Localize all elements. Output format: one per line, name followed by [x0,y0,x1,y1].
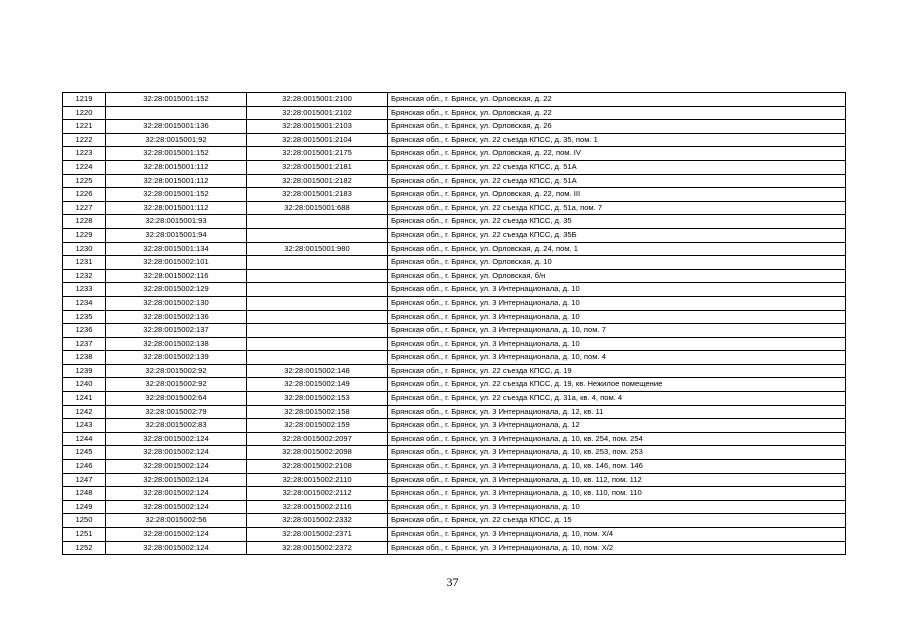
parcel-number-cell: 32:28:0015001:152 [106,147,247,161]
row-number-cell: 1249 [63,500,106,514]
cadastral-table [62,92,846,555]
object-number-cell [247,256,388,270]
object-number-cell: 32:28:0015001:2104 [247,133,388,147]
row-number-cell: 1221 [63,120,106,134]
row-number-cell: 1252 [63,541,106,555]
parcel-number-cell: 32:28:0015002:92 [106,378,247,392]
parcel-number-cell: 32:28:0015002:124 [106,541,247,555]
parcel-number-cell: 32:28:0015002:83 [106,419,247,433]
table-row [63,446,846,460]
address-cell: Брянская обл., г. Брянск, ул. 3 Интернационала, д. 10 [388,500,846,514]
parcel-number-cell: 32:28:0015002:101 [106,256,247,270]
parcel-number-cell: 32:28:0015002:56 [106,514,247,528]
parcel-number-cell: 32:28:0015002:124 [106,528,247,542]
parcel-number-cell: 32:28:0015001:93 [106,215,247,229]
row-number-cell: 1242 [63,405,106,419]
object-number-cell [247,228,388,242]
address-cell: Брянская обл., г. Брянск, ул. 3 Интернационала, д. 10, кв. 110, пом. 110 [388,487,846,501]
object-number-cell: 32:28:0015001:2182 [247,174,388,188]
row-number-cell: 1223 [63,147,106,161]
table-row [63,269,846,283]
address-cell: Брянская обл., г. Брянск, ул. 22 съезда КПСС, д. 19 [388,364,846,378]
address-cell: Брянская обл., г. Брянск, ул. 22 съезда КПСС, д. 51а, пом. 7 [388,201,846,215]
row-number-cell: 1225 [63,174,106,188]
object-number-cell: 32:28:0015002:2110 [247,473,388,487]
parcel-number-cell: 32:28:0015001:134 [106,242,247,256]
table-row [63,93,846,107]
parcel-number-cell: 32:28:0015002:136 [106,310,247,324]
row-number-cell: 1247 [63,473,106,487]
address-cell: Брянская обл., г. Брянск, ул. 3 Интернационала, д. 10 [388,296,846,310]
object-number-cell: 32:28:0015001:2102 [247,106,388,120]
object-number-cell [247,337,388,351]
object-number-cell: 32:28:0015002:2371 [247,528,388,542]
object-number-cell: 32:28:0015002:2108 [247,460,388,474]
address-cell: Брянская обл., г. Брянск, ул. 22 съезда КПСС, д. 35Б [388,228,846,242]
object-number-cell: 32:28:0015001:2100 [247,93,388,107]
row-number-cell: 1237 [63,337,106,351]
address-cell: Брянская обл., г. Брянск, ул. Орловская, б/н [388,269,846,283]
table-row [63,378,846,392]
parcel-number-cell: 32:28:0015002:139 [106,351,247,365]
table-row [63,324,846,338]
parcel-number-cell: 32:28:0015001:152 [106,93,247,107]
table-row [63,160,846,174]
parcel-number-cell: 32:28:0015002:79 [106,405,247,419]
row-number-cell: 1245 [63,446,106,460]
row-number-cell: 1222 [63,133,106,147]
object-number-cell: 32:28:0015001:2183 [247,188,388,202]
parcel-number-cell: 32:28:0015001:94 [106,228,247,242]
row-number-cell: 1240 [63,378,106,392]
address-cell: Брянская обл., г. Брянск, ул. 3 Интернационала, д. 10 [388,283,846,297]
address-cell: Брянская обл., г. Брянск, ул. 3 Интернационала, д. 12 [388,419,846,433]
parcel-number-cell: 32:28:0015002:124 [106,500,247,514]
parcel-number-cell: 32:28:0015002:92 [106,364,247,378]
parcel-number-cell: 32:28:0015001:112 [106,201,247,215]
row-number-cell: 1227 [63,201,106,215]
address-cell: Брянская обл., г. Брянск, ул. 3 Интернационала, д. 10, пом. 7 [388,324,846,338]
row-number-cell: 1251 [63,528,106,542]
table-row [63,500,846,514]
parcel-number-cell: 32:28:0015001:152 [106,188,247,202]
object-number-cell: 32:28:0015001:688 [247,201,388,215]
parcel-number-cell: 32:28:0015002:138 [106,337,247,351]
address-cell: Брянская обл., г. Брянск, ул. Орловская, д. 26 [388,120,846,134]
address-cell: Брянская обл., г. Брянск, ул. Орловская, д. 22 [388,106,846,120]
row-number-cell: 1250 [63,514,106,528]
address-cell: Брянская обл., г. Брянск, ул. 3 Интернационала, д. 10, пом. X/4 [388,528,846,542]
table-row [63,242,846,256]
address-cell: Брянская обл., г. Брянск, ул. 3 Интернационала, д. 10 [388,310,846,324]
row-number-cell: 1248 [63,487,106,501]
table-row [63,256,846,270]
row-number-cell: 1226 [63,188,106,202]
row-number-cell: 1230 [63,242,106,256]
row-number-cell: 1246 [63,460,106,474]
object-number-cell: 32:28:0015002:2098 [247,446,388,460]
row-number-cell: 1231 [63,256,106,270]
address-cell: Брянская обл., г. Брянск, ул. 22 съезда КПСС, д. 51А [388,174,846,188]
row-number-cell: 1234 [63,296,106,310]
table-row [63,174,846,188]
address-cell: Брянская обл., г. Брянск, ул. 3 Интернационала, д. 10, кв. 254, пом. 254 [388,432,846,446]
object-number-cell: 32:28:0015002:2097 [247,432,388,446]
object-number-cell [247,310,388,324]
parcel-number-cell: 32:28:0015002:124 [106,432,247,446]
table-row [63,405,846,419]
row-number-cell: 1238 [63,351,106,365]
table-body [63,93,846,555]
parcel-number-cell: 32:28:0015001:112 [106,174,247,188]
table-row [63,337,846,351]
row-number-cell: 1220 [63,106,106,120]
address-cell: Брянская обл., г. Брянск, ул. 22 съезда КПСС, д. 35 [388,215,846,229]
object-number-cell [247,296,388,310]
table-row [63,106,846,120]
table-row [63,133,846,147]
row-number-cell: 1236 [63,324,106,338]
address-cell: Брянская обл., г. Брянск, ул. 3 Интернационала, д. 10, кв. 112, пом. 112 [388,473,846,487]
table-row [63,473,846,487]
row-number-cell: 1224 [63,160,106,174]
address-cell: Брянская обл., г. Брянск, ул. Орловская, д. 22, пом. III [388,188,846,202]
table-row [63,514,846,528]
parcel-number-cell: 32:28:0015002:129 [106,283,247,297]
table-row [63,188,846,202]
row-number-cell: 1235 [63,310,106,324]
object-number-cell: 32:28:0015002:2116 [247,500,388,514]
table-row [63,296,846,310]
object-number-cell: 32:28:0015002:2332 [247,514,388,528]
address-cell: Брянская обл., г. Брянск, ул. Орловская, д. 10 [388,256,846,270]
row-number-cell: 1232 [63,269,106,283]
table-row [63,432,846,446]
row-number-cell: 1233 [63,283,106,297]
parcel-number-cell: 32:28:0015002:116 [106,269,247,283]
address-cell: Брянская обл., г. Брянск, ул. 22 съезда КПСС, д. 19, кв. Нежилое помещение [388,378,846,392]
object-number-cell: 32:28:0015002:149 [247,378,388,392]
parcel-number-cell: 32:28:0015002:64 [106,392,247,406]
table-row [63,215,846,229]
row-number-cell: 1244 [63,432,106,446]
table-row [63,147,846,161]
table-row [63,351,846,365]
object-number-cell: 32:28:0015001:980 [247,242,388,256]
object-number-cell: 32:28:0015002:2372 [247,541,388,555]
row-number-cell: 1228 [63,215,106,229]
object-number-cell [247,283,388,297]
table-row [63,392,846,406]
address-cell: Брянская обл., г. Брянск, ул. 22 съезда КПСС, д. 15 [388,514,846,528]
object-number-cell [247,269,388,283]
object-number-cell: 32:28:0015002:2112 [247,487,388,501]
parcel-number-cell: 32:28:0015002:137 [106,324,247,338]
table-row [63,487,846,501]
table-row [63,201,846,215]
row-number-cell: 1243 [63,419,106,433]
table-row [63,120,846,134]
address-cell: Брянская обл., г. Брянск, ул. 3 Интернационала, д. 10, пом. 4 [388,351,846,365]
table-row [63,310,846,324]
parcel-number-cell: 32:28:0015002:124 [106,460,247,474]
table-row [63,228,846,242]
address-cell: Брянская обл., г. Брянск, ул. Орловская, д. 22 [388,93,846,107]
object-number-cell: 32:28:0015002:159 [247,419,388,433]
address-cell: Брянская обл., г. Брянск, ул. Орловская, д. 22, пом. IV [388,147,846,161]
row-number-cell: 1219 [63,93,106,107]
object-number-cell: 32:28:0015001:2175 [247,147,388,161]
address-cell: Брянская обл., г. Брянск, ул. 22 съезда КПСС, д. 51А [388,160,846,174]
address-cell: Брянская обл., г. Брянск, ул. 3 Интернационала, д. 10 [388,337,846,351]
address-cell: Брянская обл., г. Брянск, ул. 3 Интернационала, д. 10, пом. X/2 [388,541,846,555]
table-row [63,528,846,542]
parcel-number-cell: 32:28:0015002:124 [106,487,247,501]
parcel-number-cell: 32:28:0015001:112 [106,160,247,174]
object-number-cell: 32:28:0015002:153 [247,392,388,406]
object-number-cell: 32:28:0015002:158 [247,405,388,419]
object-number-cell [247,351,388,365]
table-row [63,364,846,378]
parcel-number-cell [106,106,247,120]
object-number-cell [247,215,388,229]
address-cell: Брянская обл., г. Брянск, ул. 3 Интернационала, д. 10, кв. 146, пом. 146 [388,460,846,474]
table-row [63,283,846,297]
address-cell: Брянская обл., г. Брянск, ул. 22 съезда КПСС, д. 35, пом. 1 [388,133,846,147]
object-number-cell: 32:28:0015001:2103 [247,120,388,134]
address-cell: Брянская обл., г. Брянск, ул. 22 съезда КПСС, д. 31а, кв. 4, пом. 4 [388,392,846,406]
address-cell: Брянская обл., г. Брянск, ул. 3 Интернационала, д. 10, кв. 253, пом. 253 [388,446,846,460]
parcel-number-cell: 32:28:0015002:130 [106,296,247,310]
page-number: 37 [446,575,459,589]
table-row [63,419,846,433]
address-cell: Брянская обл., г. Брянск, ул. 3 Интернационала, д. 12, кв. 11 [388,405,846,419]
table-row [63,460,846,474]
parcel-number-cell: 32:28:0015001:92 [106,133,247,147]
object-number-cell [247,324,388,338]
object-number-cell: 32:28:0015002:148 [247,364,388,378]
row-number-cell: 1239 [63,364,106,378]
row-number-cell: 1241 [63,392,106,406]
table-row [63,541,846,555]
parcel-number-cell: 32:28:0015002:124 [106,446,247,460]
parcel-number-cell: 32:28:0015001:136 [106,120,247,134]
parcel-number-cell: 32:28:0015002:124 [106,473,247,487]
address-cell: Брянская обл., г. Брянск, ул. Орловская, д. 24, пом. 1 [388,242,846,256]
object-number-cell: 32:28:0015001:2181 [247,160,388,174]
row-number-cell: 1229 [63,228,106,242]
